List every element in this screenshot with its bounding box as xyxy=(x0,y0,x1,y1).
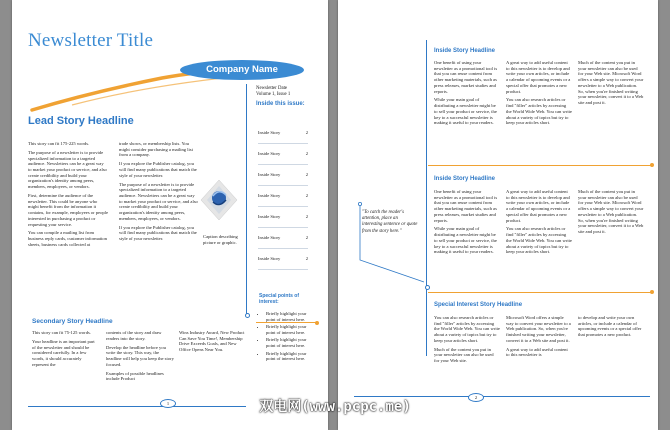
paragraph: Much of the content you put in your newsletter can also be used for your Web site. Microsoft Word offers a simple way to convert your newsletter to a Web publication. So, when you're finished writing your newsletter, convert it to a Web site and post it. xyxy=(578,189,644,234)
story1-column-3 xyxy=(578,60,644,109)
toc-label: Inside Story xyxy=(258,172,281,177)
story1-column-1 xyxy=(434,60,500,129)
paragraph: You can also research articles or find "filler" articles by accessing the World Wide Web. You can write about a variety of topics but try to keep your articles short. xyxy=(506,226,572,255)
volume-issue[interactable]: Volume 1, Issue 1 xyxy=(256,92,291,97)
toc-label: Inside Story xyxy=(258,151,281,156)
toc-page: 2 xyxy=(305,151,308,156)
orange-dot xyxy=(315,321,319,325)
story1-column-2 xyxy=(506,60,572,129)
paragraph: The purpose of a newsletter is to provide specialized information to a targeted audience. Newsletters can be a great way to market your product or service, and also create credibility and build your organization's identity among peers, members, employees, or vendors. xyxy=(28,149,107,190)
paragraph: One benefit of using your newsletter as a promotional tool is that you can reuse content from other marketing materials, such as press releases, market studies and reports. xyxy=(434,60,498,94)
page2-left-divider xyxy=(426,40,427,356)
inside-story-headline-1[interactable]: Inside Story Headline xyxy=(434,48,496,54)
toc-heading: Inside this issue: xyxy=(256,101,305,107)
paragraph: A great way to add useful content to this newsletter is to develop and write your own articles, or include a calendar of upcoming events or a special offer that promotes a new product. xyxy=(506,60,571,94)
company-name[interactable]: Company Name xyxy=(180,60,304,80)
table-of-contents xyxy=(258,123,308,270)
toc-label: Inside Story xyxy=(258,130,281,135)
story3-column-3 xyxy=(578,315,644,341)
paragraph: contents of the story and draw readers into the story. xyxy=(106,330,162,341)
paragraph: This story can fit 75-125 words. xyxy=(32,330,91,335)
paragraph: Much of the content you put in your newsletter can also be used for your Web site. Microsoft Word offers a simple way to convert your newsletter to a Web publication. So, when you're finished writing your newsletter, convert it to a Web site and post it. xyxy=(578,60,644,105)
paragraph: First, determine the audience of the newsletter. This could be anyone who might benefit from the information it contains, for example, employees or people interested in purchasing a product or requesting your service. xyxy=(28,193,108,227)
special-points-heading: Special points of interest: xyxy=(259,293,300,305)
section-divider xyxy=(428,165,652,166)
toc-row[interactable] xyxy=(258,249,308,270)
pull-quote-frame xyxy=(354,200,426,286)
paragraph: Microsoft Word offers a simple way to convert your newsletter to a Web publication. So, when you're finished writing your newsletter, convert it to a Web site and post it. xyxy=(506,315,571,343)
special-points-list xyxy=(259,311,309,364)
lead-story-column-1 xyxy=(28,141,108,251)
toc-row[interactable] xyxy=(258,207,308,228)
paragraph: If you explore the Publisher catalog, you will find many publications that match the style of your newsletter. xyxy=(119,161,197,178)
toc-page: 2 xyxy=(305,193,308,198)
site-watermark: 双电网(www.pcpc.me) xyxy=(259,399,411,415)
story3-column-2 xyxy=(506,315,572,361)
sidebar-divider-line xyxy=(246,84,247,314)
toc-page: 2 xyxy=(305,256,308,261)
toc-page: 2 xyxy=(305,172,308,177)
paragraph: trade shows, or membership lists. You might consider purchasing a mailing list from a company. xyxy=(119,141,193,158)
paragraph: One benefit of using your newsletter as a promotional tool is that you can reuse content from other marketing materials, such as press releases, market studies and reports. xyxy=(434,189,498,223)
special-point-item: • Briefly highlight your point of interest here. xyxy=(266,311,309,322)
toc-row[interactable] xyxy=(258,144,308,165)
lead-story-column-2 xyxy=(119,141,199,245)
newsletter-page-1 xyxy=(12,0,328,430)
special-point-item: • Briefly highlight your point of interest here. xyxy=(266,324,309,335)
paragraph: You can also research articles or find "filler" articles by accessing the World Wide Web. You can write about a variety of topics but try to keep your articles short. xyxy=(506,97,572,126)
toc-page: 2 xyxy=(305,235,308,240)
secondary-column-1 xyxy=(32,330,98,371)
paragraph: Much of the content you put in your newsletter can also be used for your Web site. xyxy=(434,346,494,364)
newsletter-date-block xyxy=(256,86,290,98)
paragraph: The purpose of a newsletter is to provide specialized information to a targeted audience. Newsletters can be a great way to market your product or service, and also create credibility and build your organization's identity among peers, members, employees, or vendors. xyxy=(119,181,198,221)
toc-page: 2 xyxy=(305,214,308,219)
story2-column-2 xyxy=(506,189,572,258)
page-number: 2 xyxy=(468,393,484,402)
secondary-column-2 xyxy=(106,330,174,385)
paragraph: You can compile a mailing list from business reply cards, customer information sheets, business cards collected at xyxy=(28,230,107,247)
newsletter-date[interactable]: Newsletter Date xyxy=(256,86,288,91)
toc-row[interactable] xyxy=(258,165,308,186)
lead-story-headline[interactable]: Lead Story Headline xyxy=(28,115,134,127)
secondary-column-3 xyxy=(179,330,247,356)
swoosh-graphic xyxy=(12,40,328,120)
paragraph: You can also research articles or find "filler" articles by accessing the World Wide Web. You can write about a variety of topics but try to keep your articles short. xyxy=(434,315,500,343)
story3-column-1 xyxy=(434,315,500,367)
story2-column-3 xyxy=(578,189,644,238)
toc-row[interactable] xyxy=(258,228,308,249)
orange-dot xyxy=(650,290,654,294)
toc-label: Inside Story xyxy=(258,193,281,198)
pull-quote[interactable]: "To catch the reader's attention, place an interesting sentence or quote from the story here." xyxy=(362,210,418,234)
orange-dot xyxy=(650,163,654,167)
picture-graphic[interactable] xyxy=(199,178,239,224)
secondary-story-headline[interactable]: Secondary Story Headline xyxy=(32,318,113,325)
paragraph: Wins Industry Award, New Product Can Save You Time!, Membership Drive Exceeds Goals, and New Office Opens Near You. xyxy=(179,330,245,353)
special-interest-headline[interactable]: Special Interest Story Headline xyxy=(434,302,523,308)
paragraph: This story can fit 175-225 words. xyxy=(28,141,90,146)
newsletter-page-2 xyxy=(338,0,658,430)
line-end-dot xyxy=(245,313,250,318)
special-point-item: • Briefly highlight your point of interest here. xyxy=(266,337,309,348)
paragraph: While your main goal of distributing a newsletter might be to sell your product or service, the key to a successful newsletter is making it useful to your readers. xyxy=(434,226,497,255)
picture-caption: Caption describing picture or graphic. xyxy=(203,234,238,245)
toc-row[interactable] xyxy=(258,123,308,144)
paragraph: to develop and write your own articles, or include a calendar of upcoming events or a special offer that promotes a new product. xyxy=(578,315,642,338)
newsletter-title[interactable]: Newsletter Title xyxy=(28,30,154,51)
paragraph: If you explore the Publisher catalog, you will find many publications that match the style of your newsletter. xyxy=(119,224,197,242)
toc-page: 2 xyxy=(305,130,308,135)
toc-label: Inside Story xyxy=(258,256,281,261)
toc-label: Inside Story xyxy=(258,214,281,219)
inside-story-headline-2[interactable]: Inside Story Headline xyxy=(434,176,496,182)
page-number: 1 xyxy=(160,399,176,408)
special-point-item: • Briefly highlight your point of interest here. xyxy=(266,351,309,362)
section-divider xyxy=(428,292,652,293)
paragraph: While your main goal of distributing a newsletter might be to sell your product or service, the key to a successful newsletter is making it useful to your readers. xyxy=(434,97,497,126)
paragraph: Examples of possible headlines include Product xyxy=(106,370,164,382)
toc-row[interactable] xyxy=(258,186,308,207)
paragraph: Your headline is an important part of the newsletter and should be considered carefully. In a few words, it should accurately represent the xyxy=(32,338,95,367)
story2-column-1 xyxy=(434,189,500,258)
paragraph: Develop the headline before you write the story. This way, the headline will help you keep the story focused. xyxy=(106,344,174,367)
paragraph: A great way to add useful content to this newsletter is xyxy=(506,346,568,358)
paragraph: A great way to add useful content to this newsletter is to develop and write your own articles, or include a calendar of upcoming events or a special offer that promotes a new product. xyxy=(506,189,571,223)
toc-label: Inside Story xyxy=(258,235,281,240)
